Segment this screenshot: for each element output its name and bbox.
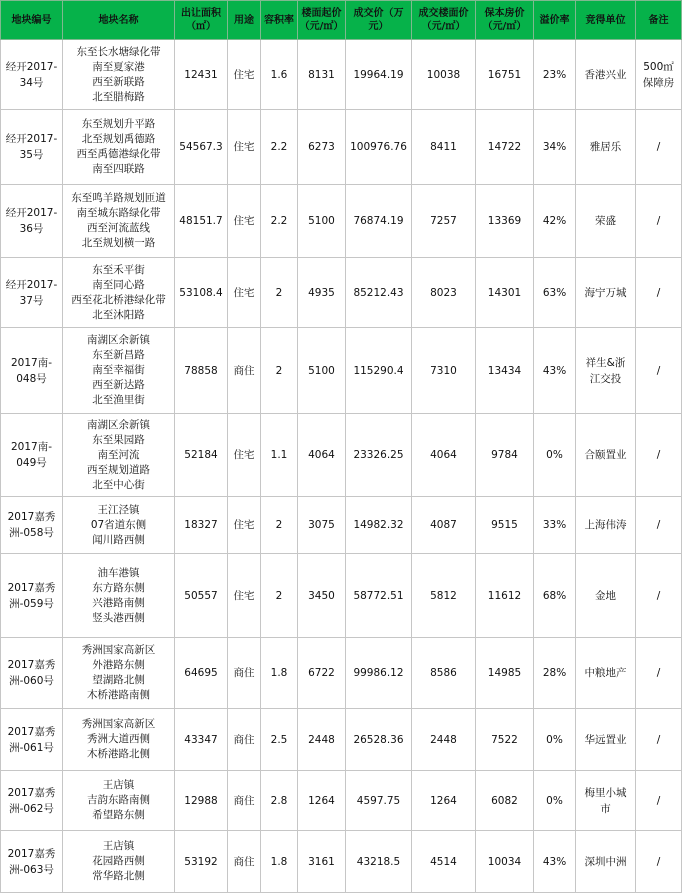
start-price-cell: 8131 — [298, 40, 346, 110]
header-premium: 溢价率 — [534, 1, 576, 40]
far-cell: 1.6 — [261, 40, 298, 110]
use-cell: 商住 — [228, 709, 261, 771]
header-start-price: 楼面起价 （元/㎡） — [298, 1, 346, 40]
area-cell: 54567.3 — [175, 110, 228, 185]
use-cell: 商住 — [228, 328, 261, 414]
deal-price-cell: 19964.19 — [346, 40, 412, 110]
plot-id-cell: 2017嘉秀 洲-059号 — [1, 554, 63, 638]
table-row — [1, 185, 682, 258]
floor-price-cell: 4514 — [412, 831, 476, 893]
start-price-cell: 3161 — [298, 831, 346, 893]
table-row — [1, 328, 682, 414]
table-row — [1, 771, 682, 831]
note-cell: / — [636, 414, 682, 497]
header-winner: 竞得单位 — [576, 1, 636, 40]
area-cell: 18327 — [175, 497, 228, 554]
note-cell: 500㎡ 保障房 — [636, 40, 682, 110]
breakeven-price-cell: 14301 — [476, 258, 534, 328]
far-cell: 2.2 — [261, 110, 298, 185]
area-cell: 50557 — [175, 554, 228, 638]
breakeven-price-cell: 11612 — [476, 554, 534, 638]
use-cell: 住宅 — [228, 414, 261, 497]
area-cell: 43347 — [175, 709, 228, 771]
far-cell: 2.5 — [261, 709, 298, 771]
floor-price-cell: 4064 — [412, 414, 476, 497]
floor-price-cell: 7257 — [412, 185, 476, 258]
note-cell: / — [636, 328, 682, 414]
deal-price-cell: 99986.12 — [346, 638, 412, 709]
floor-price-cell: 4087 — [412, 497, 476, 554]
plot-id-cell: 经开2017- 36号 — [1, 185, 63, 258]
header-deal-price: 成交价（万 元） — [346, 1, 412, 40]
header-use: 用途 — [228, 1, 261, 40]
breakeven-price-cell: 16751 — [476, 40, 534, 110]
start-price-cell: 3075 — [298, 497, 346, 554]
use-cell: 住宅 — [228, 110, 261, 185]
area-cell: 64695 — [175, 638, 228, 709]
premium-cell: 28% — [534, 638, 576, 709]
floor-price-cell: 8411 — [412, 110, 476, 185]
premium-cell: 43% — [534, 328, 576, 414]
premium-cell: 42% — [534, 185, 576, 258]
note-cell: / — [636, 258, 682, 328]
far-cell: 2.8 — [261, 771, 298, 831]
breakeven-price-cell: 14985 — [476, 638, 534, 709]
floor-price-cell: 8023 — [412, 258, 476, 328]
start-price-cell: 1264 — [298, 771, 346, 831]
plot-name-cell: 王店镇 花园路西侧 常华路北侧 — [63, 831, 175, 893]
deal-price-cell: 43218.5 — [346, 831, 412, 893]
breakeven-price-cell: 9515 — [476, 497, 534, 554]
note-cell: / — [636, 709, 682, 771]
plot-name-cell: 东至鸣羊路规划匝道 南至城东路绿化带 西至河流蓝线 北至规划横一路 — [63, 185, 175, 258]
plot-name-cell: 东至禾平街 南至同心路 西至花北桥港绿化带 北至沐阳路 — [63, 258, 175, 328]
header-plot-name: 地块名称 — [63, 1, 175, 40]
premium-cell: 0% — [534, 709, 576, 771]
winner-cell: 祥生&浙 江交投 — [576, 328, 636, 414]
far-cell: 2 — [261, 258, 298, 328]
header-plot-id: 地块编号 — [1, 1, 63, 40]
use-cell: 商住 — [228, 638, 261, 709]
floor-price-cell: 2448 — [412, 709, 476, 771]
table-row — [1, 497, 682, 554]
winner-cell: 上海伟涛 — [576, 497, 636, 554]
plot-id-cell: 2017南- 049号 — [1, 414, 63, 497]
premium-cell: 0% — [534, 414, 576, 497]
area-cell: 12988 — [175, 771, 228, 831]
table-row — [1, 258, 682, 328]
plot-id-cell: 2017嘉秀 洲-062号 — [1, 771, 63, 831]
deal-price-cell: 76874.19 — [346, 185, 412, 258]
area-cell: 53192 — [175, 831, 228, 893]
premium-cell: 43% — [534, 831, 576, 893]
header-far: 容积率 — [261, 1, 298, 40]
winner-cell: 梅里小城 市 — [576, 771, 636, 831]
floor-price-cell: 5812 — [412, 554, 476, 638]
breakeven-price-cell: 10034 — [476, 831, 534, 893]
winner-cell: 深圳中洲 — [576, 831, 636, 893]
table-row — [1, 831, 682, 893]
note-cell: / — [636, 497, 682, 554]
area-cell: 52184 — [175, 414, 228, 497]
breakeven-price-cell: 9784 — [476, 414, 534, 497]
premium-cell: 0% — [534, 771, 576, 831]
far-cell: 2 — [261, 497, 298, 554]
plot-name-cell: 南湖区余新镇 东至新昌路 南至幸福街 西至新达路 北至渔里街 — [63, 328, 175, 414]
plot-name-cell: 东至长水塘绿化带 南至夏家港 西至新联路 北至腊梅路 — [63, 40, 175, 110]
winner-cell: 金地 — [576, 554, 636, 638]
start-price-cell: 5100 — [298, 328, 346, 414]
plot-name-cell: 秀洲国家高新区 外港路东侧 望湖路北侧 木桥港路南侧 — [63, 638, 175, 709]
winner-cell: 荣盛 — [576, 185, 636, 258]
deal-price-cell: 4597.75 — [346, 771, 412, 831]
start-price-cell: 4064 — [298, 414, 346, 497]
winner-cell: 香港兴业 — [576, 40, 636, 110]
deal-price-cell: 23326.25 — [346, 414, 412, 497]
breakeven-price-cell: 13369 — [476, 185, 534, 258]
note-cell: / — [636, 185, 682, 258]
use-cell: 住宅 — [228, 554, 261, 638]
breakeven-price-cell: 14722 — [476, 110, 534, 185]
plot-name-cell: 王店镇 吉韵东路南侧 希望路东侧 — [63, 771, 175, 831]
start-price-cell: 3450 — [298, 554, 346, 638]
deal-price-cell: 100976.76 — [346, 110, 412, 185]
note-cell: / — [636, 771, 682, 831]
premium-cell: 68% — [534, 554, 576, 638]
plot-id-cell: 经开2017- 34号 — [1, 40, 63, 110]
premium-cell: 23% — [534, 40, 576, 110]
header-note: 备注 — [636, 1, 682, 40]
table-row — [1, 40, 682, 110]
plot-name-cell: 南湖区余新镇 东至果园路 南至河流 西至规划道路 北至中心街 — [63, 414, 175, 497]
plot-name-cell: 王江泾镇 07省道东侧 闻川路西侧 — [63, 497, 175, 554]
use-cell: 商住 — [228, 831, 261, 893]
start-price-cell: 5100 — [298, 185, 346, 258]
header-area: 出让面积 （㎡） — [175, 1, 228, 40]
deal-price-cell: 26528.36 — [346, 709, 412, 771]
breakeven-price-cell: 6082 — [476, 771, 534, 831]
deal-price-cell: 85212.43 — [346, 258, 412, 328]
plot-id-cell: 2017南- 048号 — [1, 328, 63, 414]
winner-cell: 海宁万城 — [576, 258, 636, 328]
floor-price-cell: 10038 — [412, 40, 476, 110]
note-cell: / — [636, 638, 682, 709]
premium-cell: 34% — [534, 110, 576, 185]
note-cell: / — [636, 110, 682, 185]
winner-cell: 合颐置业 — [576, 414, 636, 497]
area-cell: 53108.4 — [175, 258, 228, 328]
header-floor-price: 成交楼面价 （元/㎡） — [412, 1, 476, 40]
plot-id-cell: 2017嘉秀 洲-061号 — [1, 709, 63, 771]
plot-name-cell: 东至规划升平路 北至规划禹德路 西至禹德港绿化带 南至四联路 — [63, 110, 175, 185]
area-cell: 48151.7 — [175, 185, 228, 258]
use-cell: 住宅 — [228, 40, 261, 110]
winner-cell: 中粮地产 — [576, 638, 636, 709]
deal-price-cell: 115290.4 — [346, 328, 412, 414]
table-row — [1, 414, 682, 497]
plot-id-cell: 2017嘉秀 洲-060号 — [1, 638, 63, 709]
breakeven-price-cell: 7522 — [476, 709, 534, 771]
start-price-cell: 4935 — [298, 258, 346, 328]
start-price-cell: 6273 — [298, 110, 346, 185]
breakeven-price-cell: 13434 — [476, 328, 534, 414]
winner-cell: 华远置业 — [576, 709, 636, 771]
area-cell: 12431 — [175, 40, 228, 110]
start-price-cell: 2448 — [298, 709, 346, 771]
plot-name-cell: 秀洲国家高新区 秀洲大道西侧 木桥港路北侧 — [63, 709, 175, 771]
header-row — [1, 1, 682, 40]
floor-price-cell: 1264 — [412, 771, 476, 831]
table-row — [1, 554, 682, 638]
deal-price-cell: 58772.51 — [346, 554, 412, 638]
far-cell: 1.8 — [261, 831, 298, 893]
premium-cell: 63% — [534, 258, 576, 328]
use-cell: 住宅 — [228, 258, 261, 328]
start-price-cell: 6722 — [298, 638, 346, 709]
plot-id-cell: 2017嘉秀 洲-063号 — [1, 831, 63, 893]
use-cell: 商住 — [228, 771, 261, 831]
plot-id-cell: 经开2017- 35号 — [1, 110, 63, 185]
table-row — [1, 709, 682, 771]
area-cell: 78858 — [175, 328, 228, 414]
note-cell: / — [636, 831, 682, 893]
premium-cell: 33% — [534, 497, 576, 554]
far-cell: 1.8 — [261, 638, 298, 709]
header-breakeven-price: 保本房价 （元/㎡） — [476, 1, 534, 40]
table-row — [1, 638, 682, 709]
note-cell: / — [636, 554, 682, 638]
floor-price-cell: 8586 — [412, 638, 476, 709]
plot-id-cell: 经开2017- 37号 — [1, 258, 63, 328]
table-row — [1, 110, 682, 185]
far-cell: 2.2 — [261, 185, 298, 258]
plot-name-cell: 油车港镇 东方路东侧 兴港路南侧 竖头港西侧 — [63, 554, 175, 638]
floor-price-cell: 7310 — [412, 328, 476, 414]
winner-cell: 雅居乐 — [576, 110, 636, 185]
deal-price-cell: 14982.32 — [346, 497, 412, 554]
table-body — [1, 40, 682, 893]
far-cell: 2 — [261, 554, 298, 638]
far-cell: 1.1 — [261, 414, 298, 497]
far-cell: 2 — [261, 328, 298, 414]
use-cell: 住宅 — [228, 497, 261, 554]
use-cell: 住宅 — [228, 185, 261, 258]
plot-id-cell: 2017嘉秀 洲-058号 — [1, 497, 63, 554]
